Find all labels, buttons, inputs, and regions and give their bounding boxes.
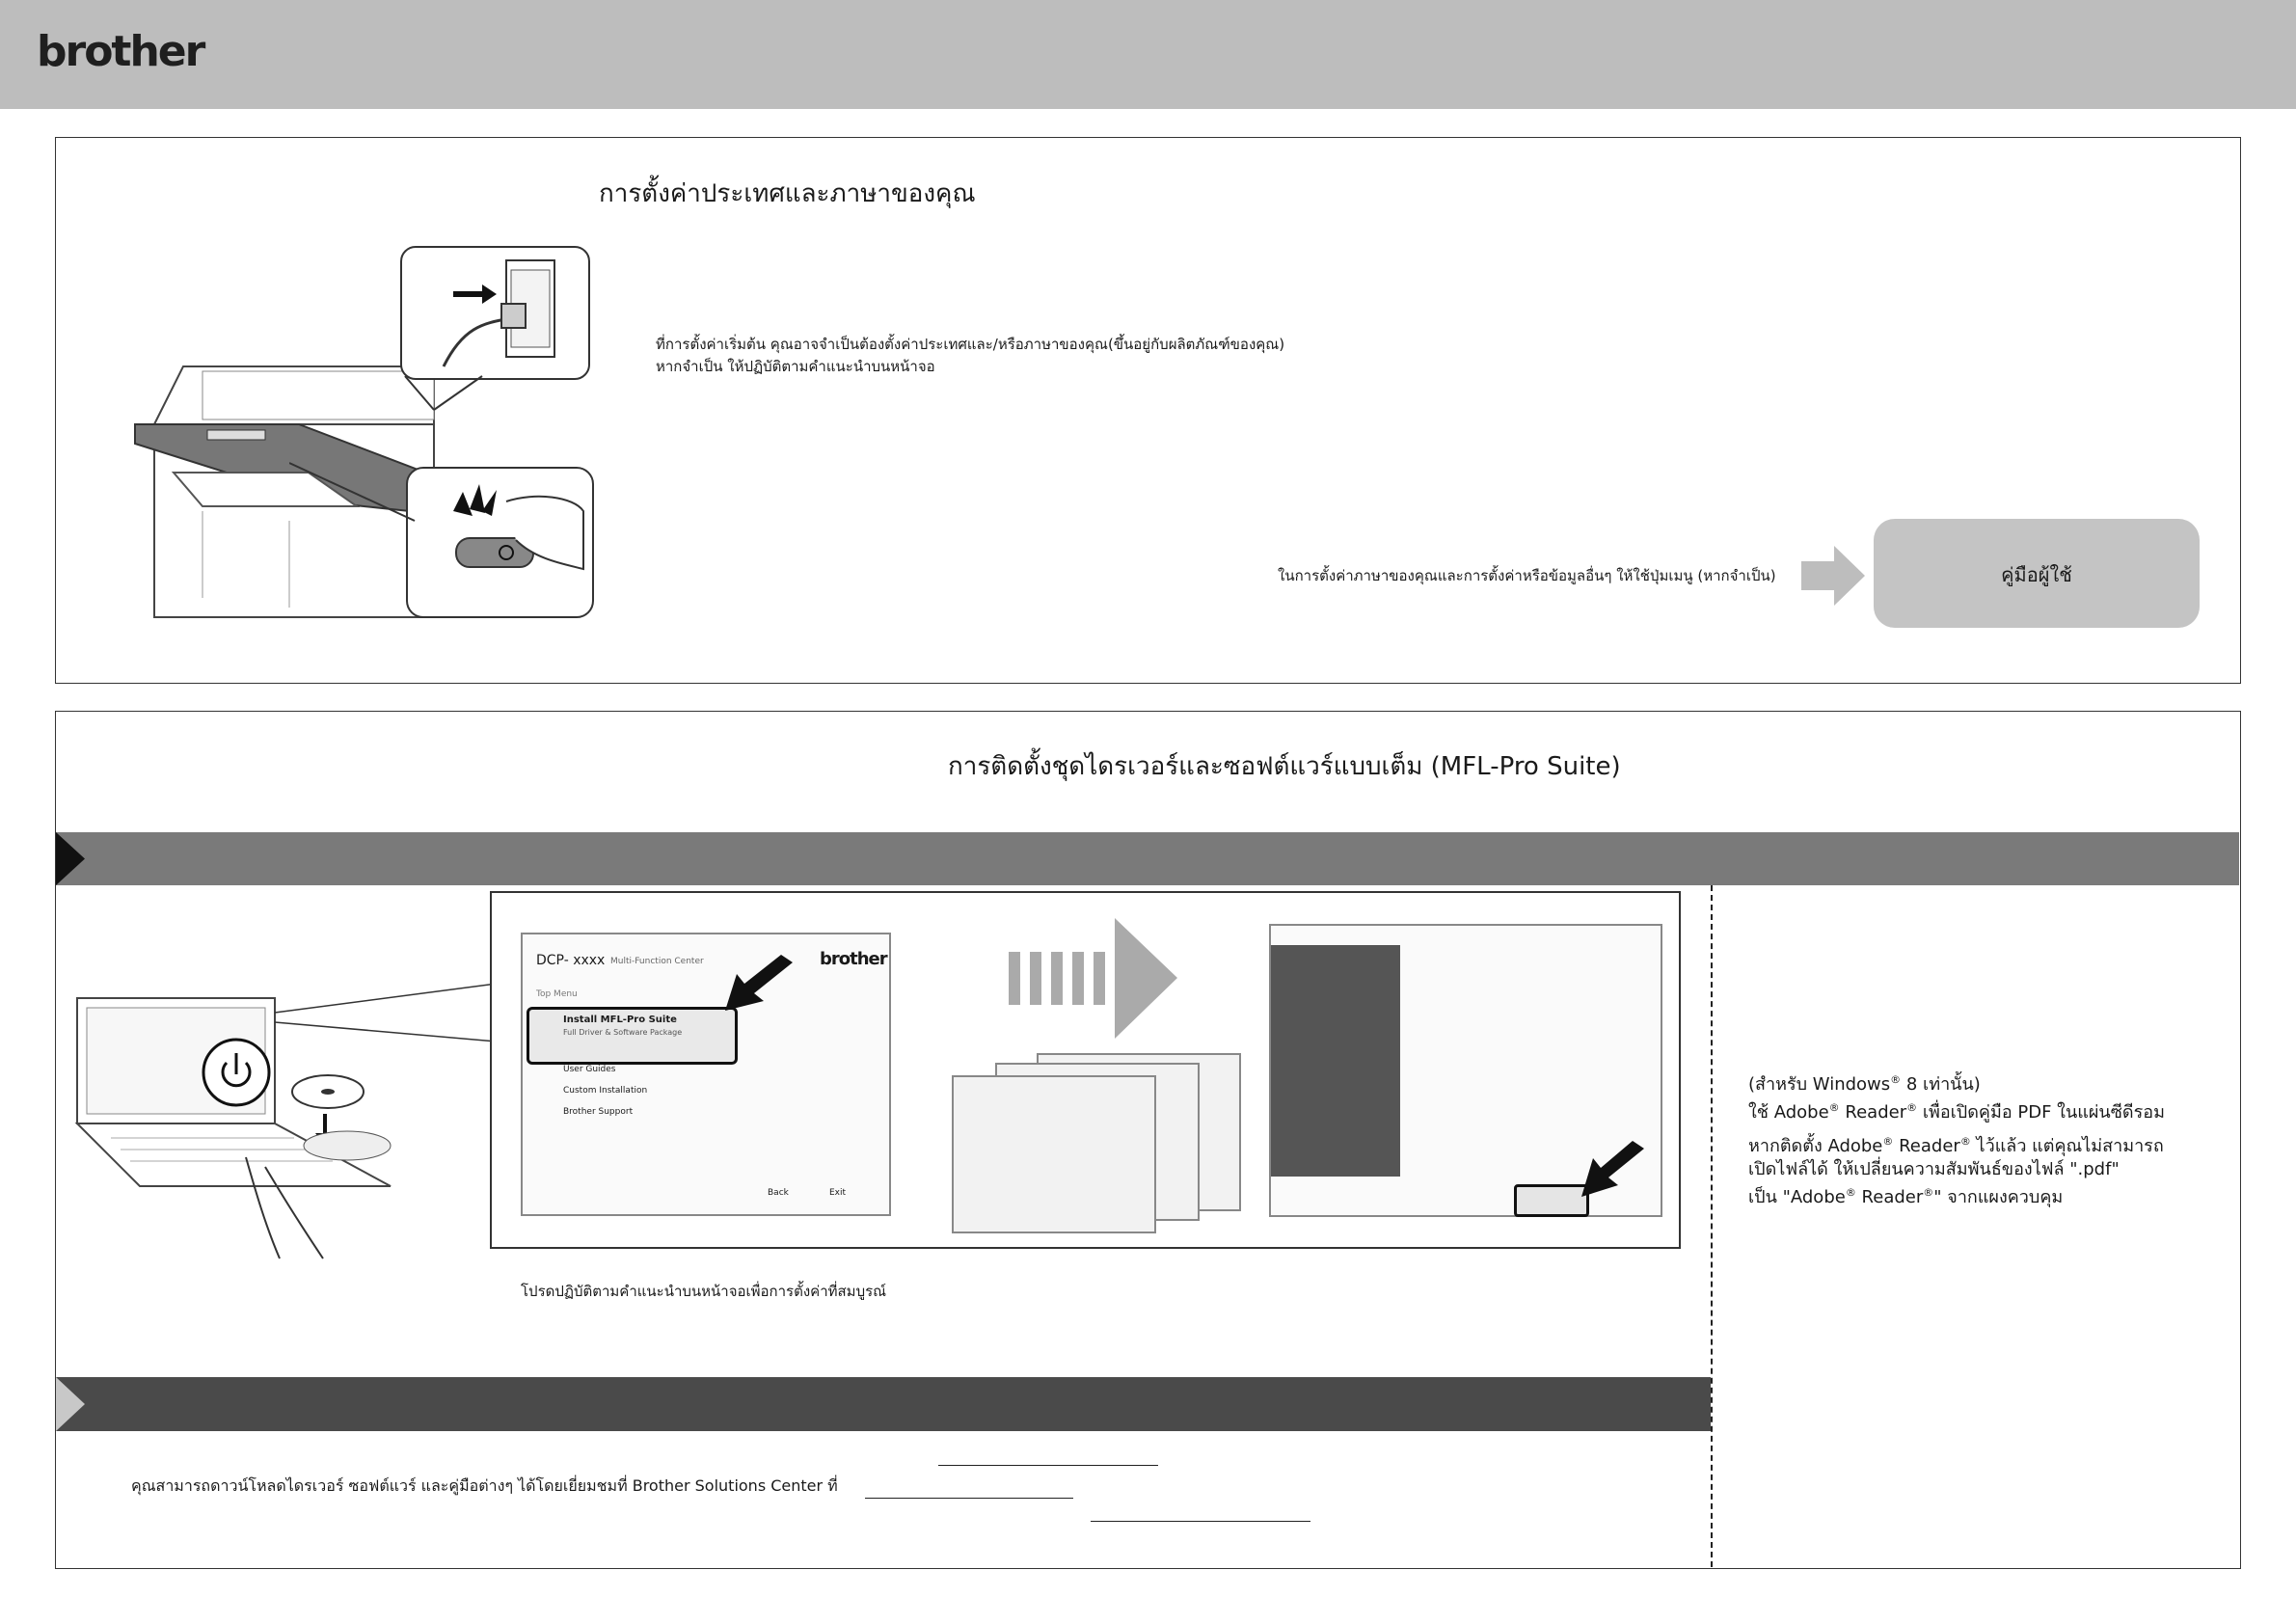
installer-top-menu-screen — [521, 933, 891, 1216]
dashed-divider — [1711, 885, 1713, 1567]
callout-lines — [289, 357, 608, 550]
menu-note: ในการตั้งค่าภาษาของคุณและการตั้งค่าหรือข้อมูลอื่นๆ ให้ใช้ปุ่มเมนู (หากจำเป็น) — [1278, 567, 1776, 584]
note-line-1: (สำหรับ Windows® 8 เท่านั้น) — [1748, 1073, 1981, 1095]
brother-logo: brother — [37, 27, 204, 76]
install-progress-screen-1 — [952, 1075, 1156, 1233]
progress-arrow-icon — [1009, 918, 1177, 1039]
section1-title: การตั้งค่าประเทศและภาษาของคุณ — [599, 179, 976, 208]
arrow-right-icon — [1801, 546, 1865, 606]
power-plug-icon — [405, 251, 583, 371]
finish-screen-graphic — [1271, 945, 1400, 1177]
screen1-back: Back — [768, 1188, 789, 1198]
link-underline-3[interactable] — [1091, 1521, 1310, 1522]
adobe-reader-note — [1748, 1069, 2165, 1209]
note-line-4: เปิดไฟล์ได้ ให้เปลี่ยนความสัมพันธ์ของไฟล์ ".pdf" — [1748, 1159, 2120, 1179]
step-bar-arrow-light-icon — [56, 1377, 85, 1431]
step-bar-windows — [56, 832, 2239, 885]
screen1-item-install: Install MFL-Pro Suite — [563, 1015, 677, 1025]
section2-title: การติดตั้งชุดไดรเวอร์และซอฟต์แวร์แบบเต็ม (MFL-Pro Suite) — [948, 752, 1621, 781]
screen1-subtitle: Multi-Function Center — [610, 957, 704, 966]
screen1-item-guides: User Guides — [563, 1065, 616, 1074]
setup-line-2: หากจำเป็น ให้ปฏิบัติตามคำแนะนำบนหน้าจอ — [656, 358, 935, 375]
setup-line-1: ที่การตั้งค่าเริ่มต้น คุณอาจจำเป็นต้องตั้งค่าประเทศและ/หรือภาษาของคุณ(ขึ้นอยู่กับผลิตภัณฑ์ของคุณ) — [656, 336, 1285, 353]
laptop-cd-illustration — [72, 984, 497, 1263]
screen1-brand: brother — [820, 949, 887, 969]
click-arrow-icon — [725, 955, 793, 1013]
screen1-menu-title: Top Menu — [536, 989, 578, 999]
screen1-model: DCP- xxxx — [536, 953, 606, 968]
complete-setup-instruction: โปรดปฏิบัติตามคำแนะนำบนหน้าจอเพื่อการตั้งค่าที่สมบูรณ์ — [521, 1283, 887, 1300]
screen1-exit: Exit — [829, 1188, 847, 1198]
user-guide-button-label: คู่มือผู้ใช้ — [2001, 563, 2072, 586]
screen1-item-custom: Custom Installation — [563, 1086, 648, 1096]
note-line-3: หากติดตั้ง Adobe® Reader® ไว้แล้ว แต่คุณไม่สามารถ — [1748, 1135, 2164, 1156]
step-bar-arrow-icon — [56, 832, 85, 885]
top-header — [0, 0, 2296, 109]
note-line-2: ใช้ Adobe® Reader® เพื่อเปิดคู่มือ PDF ในแผ่นซีดีรอม — [1748, 1101, 2165, 1123]
screen1-item-support: Brother Support — [563, 1107, 634, 1117]
link-underline-2[interactable] — [865, 1498, 1073, 1499]
screen1-item-sub: Full Driver & Software Package — [563, 1028, 683, 1037]
finish-button-highlight[interactable] — [1514, 1184, 1589, 1217]
finish-arrow-icon — [1581, 1141, 1644, 1197]
download-note: คุณสามารถดาวน์โหลดไดรเวอร์ ซอฟต์แวร์ และคู่มือต่างๆ ได้โดยเยี่ยมชมที่ Brother Solutions Center ที่ — [131, 1476, 838, 1495]
link-underline-1[interactable] — [938, 1465, 1158, 1466]
note-line-5: เป็น "Adobe® Reader®" จากแผงควบคุม — [1748, 1186, 2064, 1207]
step-bar-no-cd — [56, 1377, 1711, 1431]
